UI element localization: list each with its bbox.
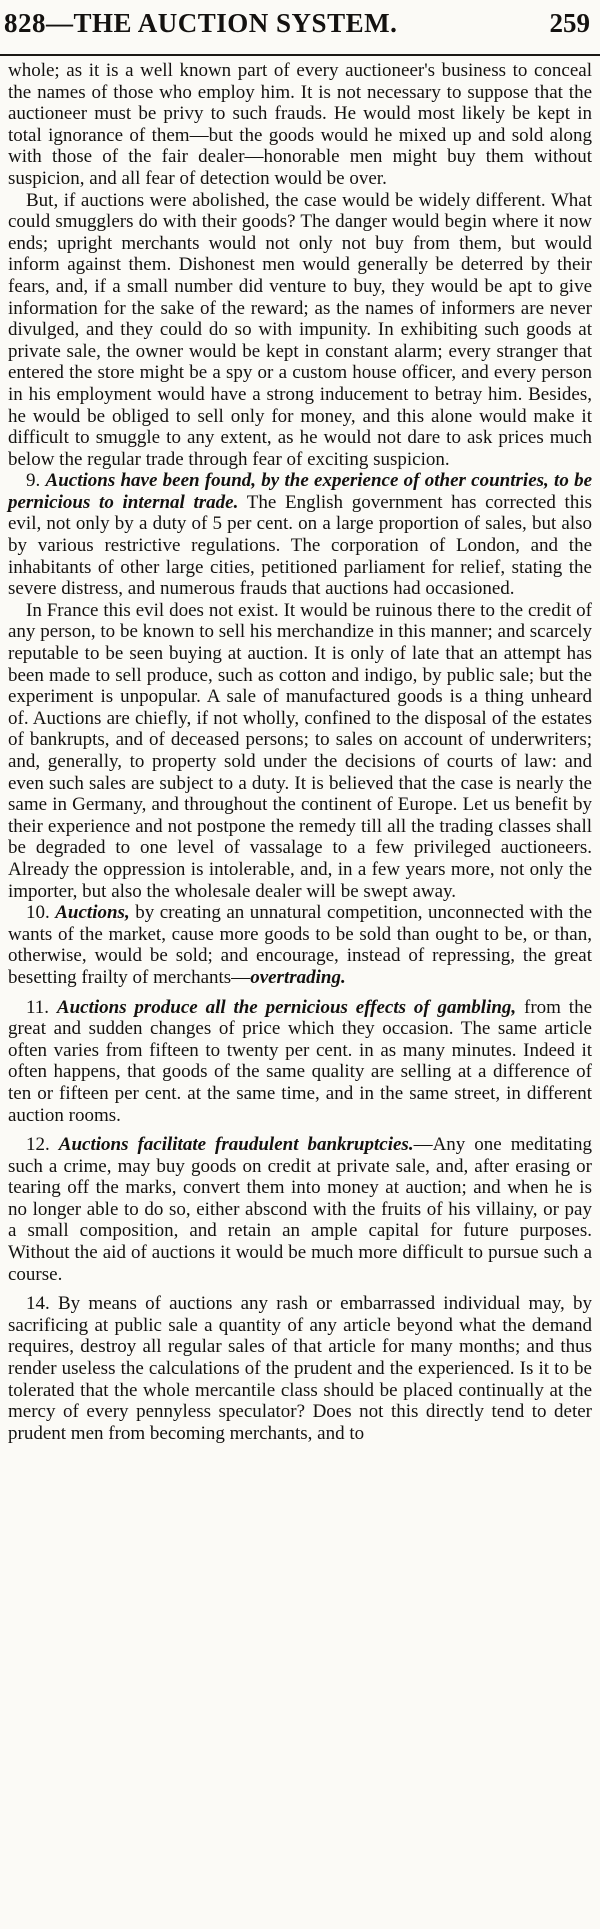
paragraph-france: In France this evil does not exist. It would be ruinous there to the credit of any person, to be known to sell his merchandize in this manner; and scarcely reputable to be seen buying at auction. It is only of late that an attempt has been made to sell produce, such as cotton and indigo, by public sale; but the experiment is unpopular. A sale of manufactured goods is a thing unheard of. Auctions are chiefly, if not wholly, confined to the disposal of the estates of bankrupts, and of deceased persons; to sales on account of underwriters; and, generally, to property sold under the decisions of courts of law: and even such sales are subject to a duty. It is believed that the case is nearly the same in Germany, and throughout the continent of Europe. Let us benefit by their experience and not postpone the remedy till all the trading classes shall be degraded to one level of vassalage to a few privileged auctioneers. Already the oppression is intolerable, and, in a few years more, not only the importer, but also the wholesale dealer will be swept away.	[8, 599, 592, 902]
point-number: 10.	[26, 902, 50, 924]
page-number: 259	[549, 8, 590, 38]
paragraph-continued: whole; as it is a well known part of every auctioneer's business to conceal the names of those who employ him. It is not necessary to suppose that the auctioneer must be privy to such frauds. He would most likely be kept in total ignorance of them—but the goods would he mixed up and sold along with those of the fair dealer—honorable men might buy them without suspicion, and all fear of detection would be over.	[8, 60, 592, 189]
point-text: The English government has corrected this evil, not only by a duty of 5 per cent. on a large proportion of sales, but also by various restrictive regulations. The corporation of London, and the inhabitants of other large cities, petitioned parliament for relief, stating the severe distress, and numerous frauds that auctions had occasioned.	[8, 491, 592, 600]
point-heading: Auctions produce all the pernicious effects of gambling,	[56, 996, 517, 1018]
point-text: —Any one meditating such a crime, may buy goods on credit at private sale, and, after erasing or tearing off the marks, convert them into money at auction; and when he is no longer able to do so, either abscond with the fruits of his villainy, or pay a small composition, and retain an ample capital for future purposes. Without the aid of auctions it would be much more difficult to pursue such a course.	[8, 1134, 593, 1285]
point-number: 9.	[26, 470, 41, 492]
point-text: by creating an unnatural competition, unconnected with the wants of the market, cause more goods to be sold than ought to be, or than, otherwise, would be sold; and encourage, instead of repressing, the great besetting frailty of merchants—	[8, 902, 593, 988]
point-text: from the great and sudden changes of price which they occasion. The same article often varies from fifteen to twenty per cent. in as many minutes. Indeed it often happens, that goods of the same quality are selling at a difference of ten or fifteen per cent. at the same time, and in the same street, in different auction rooms.	[8, 996, 593, 1126]
point-heading: Auctions,	[55, 902, 130, 924]
header-rule	[0, 54, 600, 56]
paragraph-point-10	[8, 902, 592, 988]
point-number: 11.	[26, 996, 50, 1018]
paragraph-smugglers: But, if auctions were abolished, the case would be widely different. What could smugglers do with their goods? The danger would begin where it now ends; upright merchants would not only not buy from them, but would inform against them. Dishonest men would generally be deterred by their fears, and, if a small number did venture to buy, they would be apt to give information for the sake of the reward; as the names of informers are never divulged, and they could do so with impunity. In exhibiting such goods at private sale, the owner would be kept in constant alarm; every stranger that entered the store might be a spy or a custom house officer, and every person in his employment would have a strong inducement to betray him. Besides, he would be obliged to sell only for money, and this alone would make it difficult to smuggle to any extent, as he would not dare to ask prices much below the regular trade through fear of exciting suspicion.	[8, 189, 592, 470]
point-number: 12.	[26, 1134, 50, 1156]
point-emphasis: overtrading.	[250, 966, 346, 988]
point-heading: Auctions facilitate fraudulent bankruptcies.	[58, 1134, 414, 1156]
paragraph-point-14: 14. By means of auctions any rash or embarrassed individual may, by sacrificing at public sale a quantity of any article beyond what the demand requires, destroy all regular sales of that article for many months; and thus render useless the calculations of the prudent and the experienced. Is it to be tolerated that the whole mercantile class should be placed continually at the mercy of every pennyless speculator? Does not this directly tend to deter prudent men from becoming merchants, and to	[8, 1293, 592, 1444]
running-title: 828—THE AUCTION SYSTEM.	[4, 8, 398, 38]
paragraph-point-9	[8, 470, 592, 600]
paragraph-point-12	[8, 1134, 592, 1285]
point-heading: Auctions have been found, by the experience of other countries, to be pernicious to internal trade.	[8, 470, 593, 513]
article-body	[8, 60, 592, 1444]
paragraph-point-11	[8, 997, 592, 1127]
running-header	[0, 0, 600, 56]
